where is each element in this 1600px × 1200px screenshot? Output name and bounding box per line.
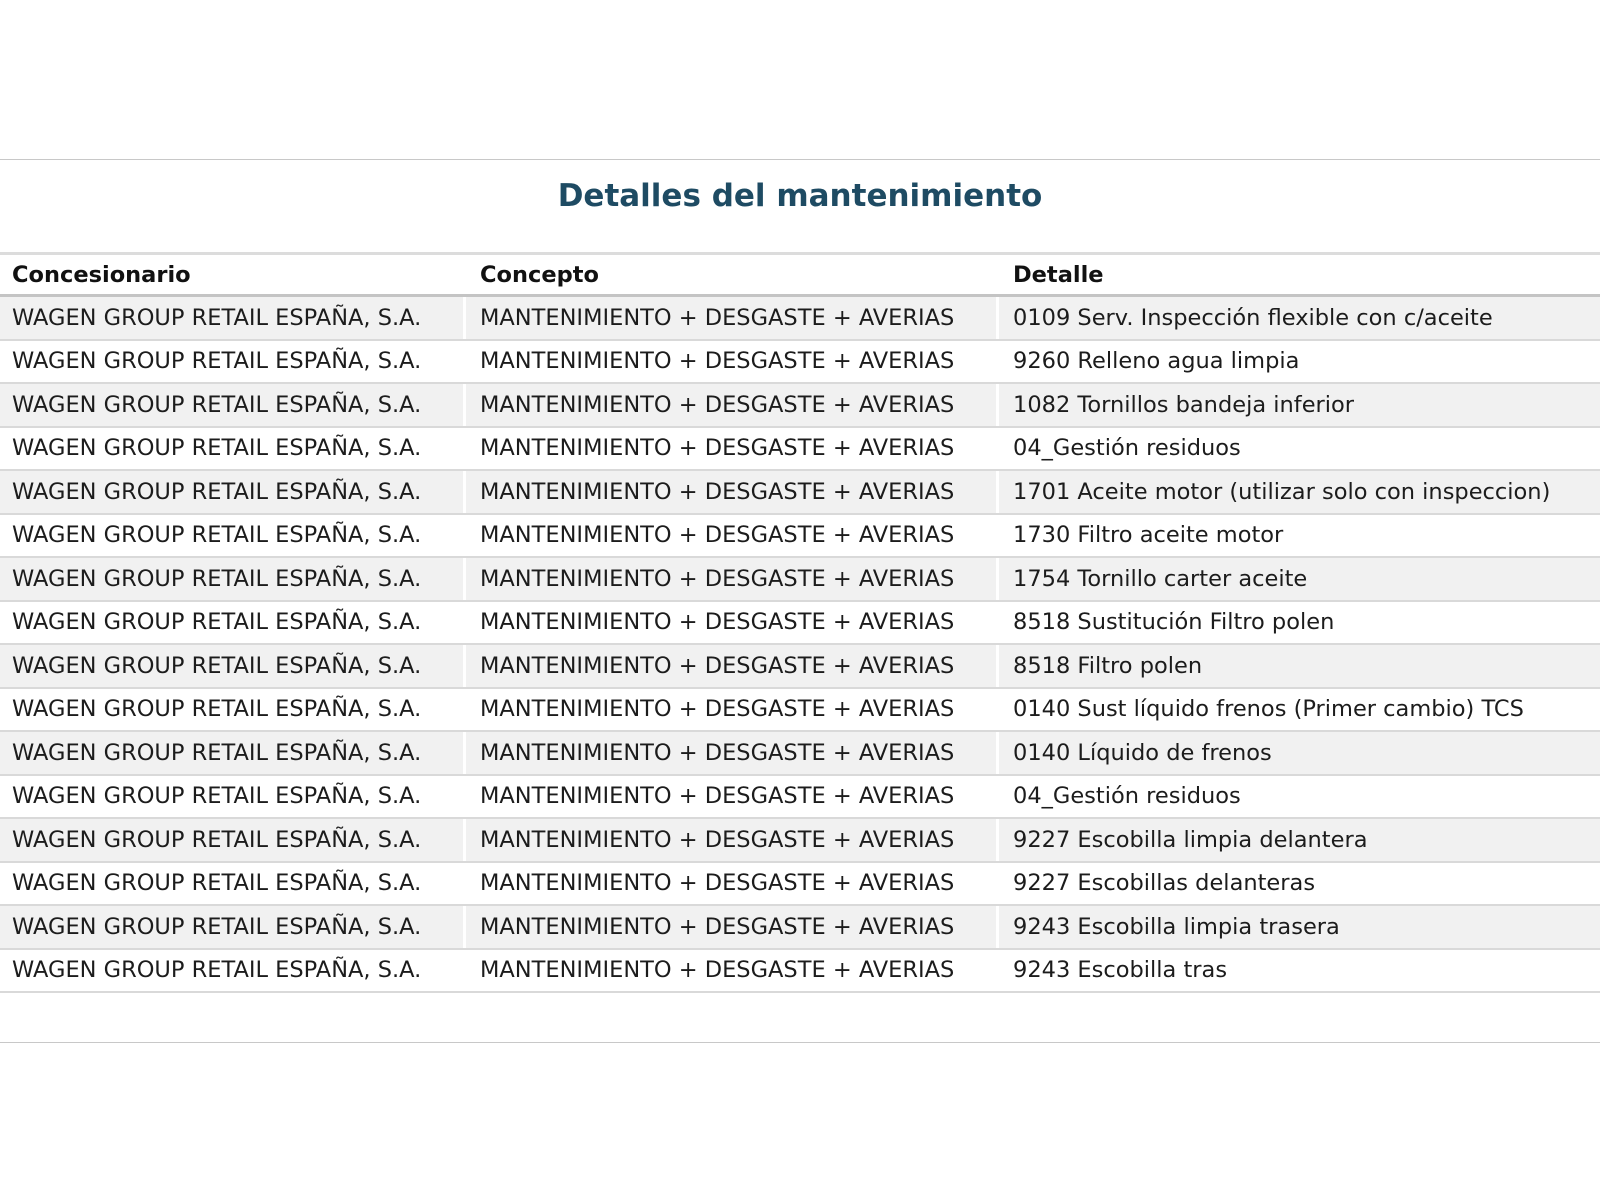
column-separator [996, 906, 999, 948]
table-row [0, 384, 1600, 428]
column-separator [463, 471, 466, 513]
cell-concepto: MANTENIMIENTO + DESGASTE + AVERIAS [480, 391, 955, 418]
table-row [0, 776, 1600, 820]
cell-detalle: 1701 Aceite motor (utilizar solo con inspeccion) [1013, 478, 1551, 505]
cell-detalle: 8518 Filtro polen [1013, 652, 1203, 679]
column-separator [463, 297, 466, 339]
cell-concepto: MANTENIMIENTO + DESGASTE + AVERIAS [480, 652, 955, 679]
column-separator [996, 297, 999, 339]
column-separator [463, 602, 466, 644]
maintenance-table [0, 252, 1600, 993]
table-row [0, 645, 1600, 689]
cell-detalle: 04_Gestión residuos [1013, 435, 1241, 462]
column-header-concepto: Concepto [480, 261, 599, 288]
cell-concepto: MANTENIMIENTO + DESGASTE + AVERIAS [480, 435, 955, 462]
table-row [0, 689, 1600, 733]
column-separator [463, 689, 466, 731]
cell-concesionario: WAGEN GROUP RETAIL ESPAÑA, S.A. [12, 652, 422, 679]
column-separator [996, 819, 999, 861]
column-separator [463, 384, 466, 426]
cell-detalle: 0109 Serv. Inspección flexible con c/aceite [1013, 304, 1493, 331]
table-row [0, 297, 1600, 341]
cell-concepto: MANTENIMIENTO + DESGASTE + AVERIAS [480, 609, 955, 636]
cell-concepto: MANTENIMIENTO + DESGASTE + AVERIAS [480, 826, 955, 853]
cell-concepto: MANTENIMIENTO + DESGASTE + AVERIAS [480, 783, 955, 810]
cell-detalle: 1082 Tornillos bandeja inferior [1013, 391, 1355, 418]
column-header-detalle: Detalle [1013, 261, 1104, 288]
cell-concesionario: WAGEN GROUP RETAIL ESPAÑA, S.A. [12, 391, 422, 418]
cell-detalle: 9243 Escobilla tras [1013, 957, 1228, 984]
column-header-concesionario: Concesionario [12, 261, 191, 288]
cell-concepto: MANTENIMIENTO + DESGASTE + AVERIAS [480, 913, 955, 940]
cell-concepto: MANTENIMIENTO + DESGASTE + AVERIAS [480, 304, 955, 331]
column-separator [463, 428, 466, 470]
column-separator [463, 950, 466, 992]
cell-detalle: 9227 Escobilla limpia delantera [1013, 826, 1368, 853]
table-row [0, 428, 1600, 472]
column-separator [463, 819, 466, 861]
cell-concesionario: WAGEN GROUP RETAIL ESPAÑA, S.A. [12, 783, 422, 810]
cell-detalle: 1754 Tornillo carter aceite [1013, 565, 1308, 592]
cell-concesionario: WAGEN GROUP RETAIL ESPAÑA, S.A. [12, 913, 422, 940]
table-row [0, 602, 1600, 646]
cell-concesionario: WAGEN GROUP RETAIL ESPAÑA, S.A. [12, 957, 422, 984]
table-row [0, 732, 1600, 776]
cell-concesionario: WAGEN GROUP RETAIL ESPAÑA, S.A. [12, 522, 422, 549]
table-body [0, 297, 1600, 993]
cell-concepto: MANTENIMIENTO + DESGASTE + AVERIAS [480, 870, 955, 897]
cell-concesionario: WAGEN GROUP RETAIL ESPAÑA, S.A. [12, 435, 422, 462]
table-row [0, 558, 1600, 602]
cell-detalle: 04_Gestión residuos [1013, 783, 1241, 810]
table-row [0, 863, 1600, 907]
cell-concesionario: WAGEN GROUP RETAIL ESPAÑA, S.A. [12, 565, 422, 592]
column-separator [463, 906, 466, 948]
page-title: Detalles del mantenimiento [557, 178, 1043, 214]
cell-concesionario: WAGEN GROUP RETAIL ESPAÑA, S.A. [12, 826, 422, 853]
column-separator [463, 515, 466, 557]
column-separator [463, 732, 466, 774]
top-divider [0, 159, 1600, 160]
cell-concesionario: WAGEN GROUP RETAIL ESPAÑA, S.A. [12, 739, 422, 766]
table-row [0, 515, 1600, 559]
cell-detalle: 0140 Líquido de frenos [1013, 739, 1272, 766]
cell-concesionario: WAGEN GROUP RETAIL ESPAÑA, S.A. [12, 696, 422, 723]
column-separator [996, 341, 999, 383]
table-header-row [0, 255, 1600, 297]
column-separator [463, 558, 466, 600]
column-separator [996, 689, 999, 731]
cell-concepto: MANTENIMIENTO + DESGASTE + AVERIAS [480, 696, 955, 723]
bottom-divider [0, 1042, 1600, 1043]
cell-concesionario: WAGEN GROUP RETAIL ESPAÑA, S.A. [12, 348, 422, 375]
cell-concesionario: WAGEN GROUP RETAIL ESPAÑA, S.A. [12, 609, 422, 636]
column-separator [996, 515, 999, 557]
table-row [0, 906, 1600, 950]
column-separator [463, 645, 466, 687]
cell-concepto: MANTENIMIENTO + DESGASTE + AVERIAS [480, 522, 955, 549]
cell-detalle: 8518 Sustitución Filtro polen [1013, 609, 1335, 636]
cell-detalle: 9227 Escobillas delanteras [1013, 870, 1316, 897]
cell-concepto: MANTENIMIENTO + DESGASTE + AVERIAS [480, 739, 955, 766]
column-separator [996, 384, 999, 426]
cell-detalle: 9260 Relleno agua limpia [1013, 348, 1300, 375]
table-row [0, 950, 1600, 994]
column-separator [996, 776, 999, 818]
column-separator [996, 428, 999, 470]
cell-concepto: MANTENIMIENTO + DESGASTE + AVERIAS [480, 478, 955, 505]
table-row [0, 341, 1600, 385]
column-separator [996, 645, 999, 687]
column-separator [996, 602, 999, 644]
column-separator [996, 863, 999, 905]
table-row [0, 471, 1600, 515]
cell-concepto: MANTENIMIENTO + DESGASTE + AVERIAS [480, 565, 955, 592]
cell-concesionario: WAGEN GROUP RETAIL ESPAÑA, S.A. [12, 870, 422, 897]
cell-detalle: 9243 Escobilla limpia trasera [1013, 913, 1340, 940]
cell-concesionario: WAGEN GROUP RETAIL ESPAÑA, S.A. [12, 304, 422, 331]
column-separator [463, 341, 466, 383]
column-separator [996, 950, 999, 992]
cell-detalle: 0140 Sust líquido frenos (Primer cambio) TCS [1013, 696, 1524, 723]
cell-concesionario: WAGEN GROUP RETAIL ESPAÑA, S.A. [12, 478, 422, 505]
column-separator [463, 863, 466, 905]
column-separator [463, 776, 466, 818]
cell-concepto: MANTENIMIENTO + DESGASTE + AVERIAS [480, 348, 955, 375]
column-separator [996, 558, 999, 600]
column-separator [996, 471, 999, 513]
column-separator [996, 732, 999, 774]
cell-concepto: MANTENIMIENTO + DESGASTE + AVERIAS [480, 957, 955, 984]
table-row [0, 819, 1600, 863]
cell-detalle: 1730 Filtro aceite motor [1013, 522, 1284, 549]
